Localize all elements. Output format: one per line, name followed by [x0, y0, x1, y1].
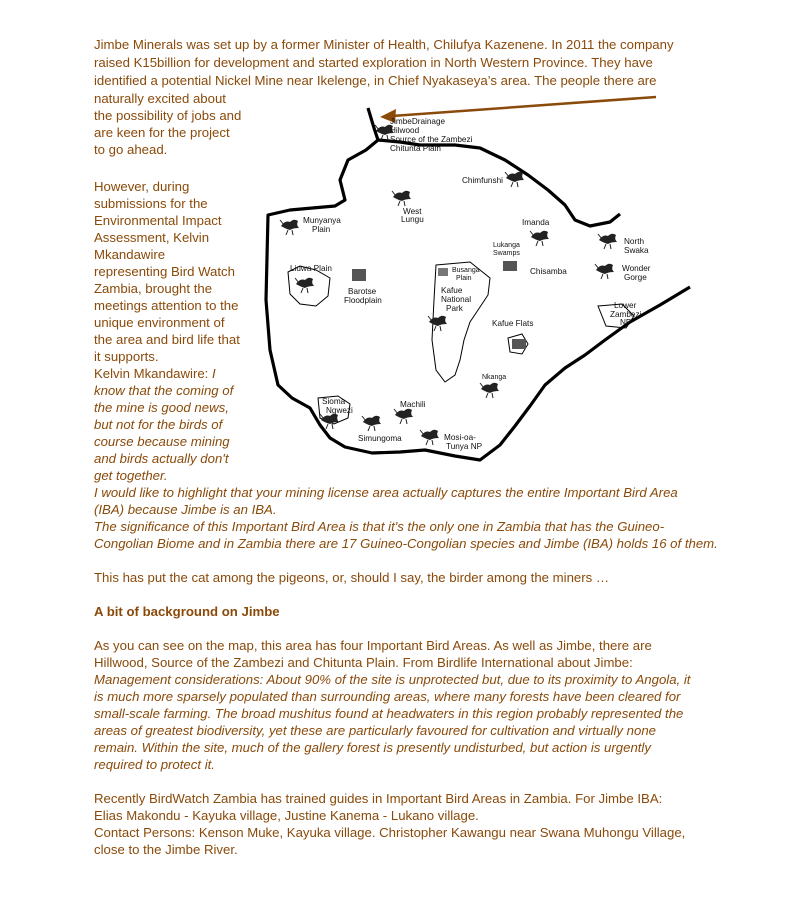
submission-line: it supports. — [94, 349, 159, 364]
cat-line: This has put the cat among the pigeons, or, should I say, the birder among the miners … — [94, 570, 610, 585]
map-label: Nkanga — [482, 374, 507, 381]
background-italic-line: is much more sparsely populated than surrounding areas, where many forests have been cleared for — [94, 689, 681, 704]
intro-line: are keen for the project — [94, 125, 230, 140]
intro-line: the possibility of jobs and — [94, 108, 242, 123]
submission-line: Assessment, Kelvin — [94, 230, 210, 245]
submission-line: However, during — [94, 179, 190, 194]
map-label: Chisamba — [530, 267, 567, 276]
map-label: Mosi-oa- Tunya NP — [444, 433, 483, 451]
background-italic-line: required to protect it. — [94, 757, 215, 772]
quote-line: (IBA) because Jimbe is an IBA. — [94, 502, 277, 517]
map-label: North Swaka — [624, 237, 649, 255]
guides-line: Recently BirdWatch Zambia has trained guides in Important Bird Areas in Zambia. For Jimbe IBA: — [94, 791, 663, 806]
busanga-marker — [438, 268, 448, 276]
submission-line: representing Bird Watch — [94, 264, 235, 279]
quote-line: the mine is good news, — [94, 400, 229, 415]
map-label: Sioma Ngwezi — [322, 397, 353, 415]
intro-line: to go ahead. — [94, 142, 168, 157]
quote-line: Congolian Biome and in Zambia there are 17 Guineo-Congolian species and Jimbe (IBA) holds 16 of them. — [94, 536, 718, 551]
guides-line: Elias Makondu - Kayuka village, Justine Kanema - Lukano village. — [94, 808, 479, 823]
submission-line: submissions for the — [94, 196, 208, 211]
bird-icon — [428, 316, 447, 331]
background-italic-line: remain. Within the site, much of the gallery forest is presently undisturbed, but action is urgently — [94, 740, 651, 755]
barotse-marker — [352, 269, 366, 281]
map-label: Barotse Floodplain — [344, 287, 382, 305]
submission-line: meetings attention to the — [94, 298, 239, 313]
quote-line: and birds actually don't — [94, 451, 229, 466]
map-label: Kafue National Park — [441, 286, 472, 313]
bird-icon — [394, 409, 413, 424]
kafue-flats-marker — [512, 339, 526, 349]
submission-line: the area and bird life that — [94, 332, 240, 347]
map-label: Munyanya Plain — [303, 216, 341, 234]
bird-icon — [295, 278, 314, 293]
bird-icon — [505, 172, 524, 187]
pointer-arrow — [392, 97, 656, 116]
map-label: West Lungu — [401, 207, 424, 224]
map-label: Busanga Plain — [452, 267, 480, 282]
quote-line: I would like to highlight that your mining license area actually captures the entire Important Bird Area — [94, 485, 678, 500]
submission-line: Zambia, brought the — [94, 281, 213, 296]
guides-line: Contact Persons: Kenson Muke, Kayuka village. Christopher Kawangu near Swana Muhongu Village, — [94, 825, 686, 840]
map-label: Chimfunshi — [462, 176, 503, 185]
background-italic-line: small-scale farming. The broad mushitus found at headwaters in this region probably represented the — [94, 706, 684, 721]
background-italic-line: areas of greatest biodiversity, yet these are particularly favoured for cultivation and virtually none — [94, 723, 656, 738]
bird-icon — [420, 430, 439, 445]
quote-start: I — [212, 366, 216, 381]
intro-line: naturally excited about — [94, 91, 226, 106]
submission-line: Mkandawire — [94, 247, 166, 262]
section-heading: A bit of background on Jimbe — [94, 604, 280, 619]
quote-line: know that the coming of — [94, 383, 234, 398]
intro-line: raised K15billion for development and started exploration in North Western Province. They have — [94, 55, 653, 70]
map-label: Imanda — [522, 218, 550, 227]
map-label: Liuwa Plain — [290, 264, 332, 273]
bird-icon — [480, 383, 499, 398]
guides-line: close to the Jimbe River. — [94, 842, 238, 857]
submission-line: unique environment of — [94, 315, 225, 330]
intro-line: identified a potential Nickel Mine near Ikelenge, in Chief Nyakaseya’s area. The people there are — [94, 73, 657, 88]
bird-icon — [595, 264, 614, 279]
map-label: Machili — [400, 400, 426, 409]
quote-line: course because mining — [94, 434, 230, 449]
quote-line: get together. — [94, 468, 168, 483]
map-label: JimbeDrainage Hilwood Source of the Zambezi Chitunta Plain — [390, 117, 473, 153]
bird-icon — [362, 416, 381, 431]
submission-line: Environmental Impact — [94, 213, 222, 228]
lukanga-marker — [503, 261, 517, 271]
bird-icon — [530, 231, 549, 246]
map-label: Wonder Gorge — [622, 264, 651, 282]
background-line: Hillwood, Source of the Zambezi and Chitunta Plain. From Birdlife International about Jimbe: — [94, 655, 633, 670]
speaker-name: Kelvin Mkandawire: — [94, 366, 209, 381]
background-line: As you can see on the map, this area has four Important Bird Areas. As well as Jimbe, there are — [94, 638, 652, 653]
bird-icon — [392, 191, 411, 206]
map-label: Simungoma — [358, 434, 402, 443]
map-label: Kafue Flats — [492, 319, 534, 328]
background-italic-line: Management considerations: About 90% of the site is unprotected but, due to its proximity to Angola, it — [94, 672, 691, 687]
bird-icon — [598, 234, 617, 249]
intro-line: Jimbe Minerals was set up by a former Minister of Health, Chilufya Kazenene. In 2011 the company — [94, 37, 674, 52]
map-label: Lukanga Swamps — [493, 242, 520, 257]
quote-line: The significance of this Important Bird Area is that it's the only one in Zambia that has the Guineo- — [94, 519, 665, 534]
bird-icon — [280, 220, 299, 235]
quote-line: but not for the birds of — [94, 417, 223, 432]
map-label: Lower Zambezi NP — [610, 301, 642, 327]
